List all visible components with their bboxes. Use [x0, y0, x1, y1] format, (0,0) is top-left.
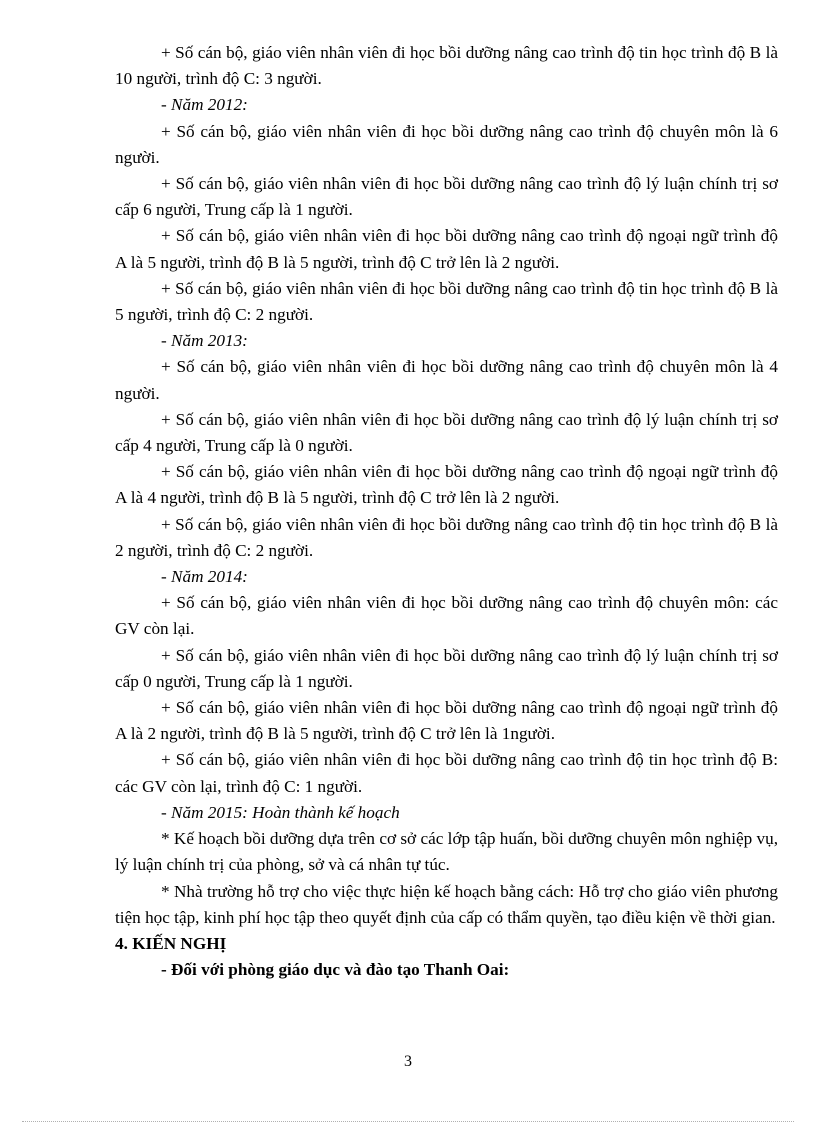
paragraph-professional-2014: + Số cán bộ, giáo viên nhân viên đi học bồi dưỡng nâng cao trình độ chuyên môn: các GV còn lại.: [115, 593, 778, 639]
paragraph-it-2012: + Số cán bộ, giáo viên nhân viên đi học bồi dưỡng nâng cao trình độ tin học trình độ B là 5 người, trình độ C: 2 người.: [115, 278, 778, 325]
year-2015-heading: - Năm 2015: Hoàn thành kế hoạch: [161, 802, 400, 822]
paragraph-political-2012: + Số cán bộ, giáo viên nhân viên đi học bồi dưỡng nâng cao trình độ lý luận chính trị sơ cấp 6 người, Trung cấp là 1 người.: [115, 174, 778, 220]
paragraph-it-2013: + Số cán bộ, giáo viên nhân viên đi học bồi dưỡng nâng cao trình độ tin học trình độ B là 2 người, trình độ C: 2 người.: [115, 514, 778, 560]
year-2014-heading: - Năm 2014:: [161, 567, 248, 587]
year-2013-heading: - Năm 2013:: [161, 331, 248, 351]
subheading-education-department: - Đối với phòng giáo dục và đào tạo Thanh Oai:: [161, 960, 510, 980]
paragraph-school-support: * Nhà trường hỗ trợ cho việc thực hiện kế hoạch bằng cách: Hỗ trợ cho giáo viên phương tiện học tập, kinh phí học tập theo quyết định của cấp có thẩm quyền, tạo điều kiện về thời gian.: [115, 881, 778, 927]
document-body: [115, 40, 778, 983]
paragraph-political-2013: + Số cán bộ, giáo viên nhân viên đi học bồi dưỡng nâng cao trình độ lý luận chính trị sơ cấp 4 người, Trung cấp là 0 người.: [115, 409, 778, 456]
paragraph-it-2011: + Số cán bộ, giáo viên nhân viên đi học bồi dưỡng nâng cao trình độ tin học trình độ B là 10 người, trình độ C: 3 người.: [115, 43, 778, 89]
section-heading-recommendations: 4. KIẾN NGHỊ: [115, 933, 227, 953]
paragraph-language-2014: + Số cán bộ, giáo viên nhân viên đi học bồi dưỡng nâng cao trình độ ngoại ngữ trình độ A là 2 người, trình độ B là 5 người, trình độ C trở lên là 1người.: [115, 698, 778, 744]
paragraph-it-2014: + Số cán bộ, giáo viên nhân viên đi học bồi dưỡng nâng cao trình độ tin học trình độ B: các GV còn lại, trình độ C: 1 người.: [115, 750, 778, 796]
year-2012-heading: - Năm 2012:: [161, 95, 248, 115]
paragraph-political-2014: + Số cán bộ, giáo viên nhân viên đi học bồi dưỡng nâng cao trình độ lý luận chính trị sơ cấp 0 người, Trung cấp là 1 người.: [115, 645, 778, 691]
page-number: 3: [404, 1053, 412, 1070]
paragraph-training-plan: * Kế hoạch bồi dưỡng dựa trên cơ sở các lớp tập huấn, bồi dưỡng chuyên môn nghiệp vụ, lý luận chính trị của phòng, sở và cá nhân tự túc.: [115, 829, 778, 875]
paragraph-professional-2013: + Số cán bộ, giáo viên nhân viên đi học bồi dưỡng nâng cao trình độ chuyên môn là 4 người.: [115, 357, 778, 403]
paragraph-professional-2012: + Số cán bộ, giáo viên nhân viên đi học bồi dưỡng nâng cao trình độ chuyên môn là 6 người.: [115, 121, 778, 167]
paragraph-language-2012: + Số cán bộ, giáo viên nhân viên đi học bồi dưỡng nâng cao trình độ ngoại ngữ trình độ A là 5 người, trình độ B là 5 người, trình độ C trở lên là 2 người.: [115, 226, 778, 272]
page-bottom-divider: [22, 1121, 794, 1122]
paragraph-language-2013: + Số cán bộ, giáo viên nhân viên đi học bồi dưỡng nâng cao trình độ ngoại ngữ trình độ A là 4 người, trình độ B là 5 người, trình độ C trở lên là 2 người.: [115, 462, 778, 508]
